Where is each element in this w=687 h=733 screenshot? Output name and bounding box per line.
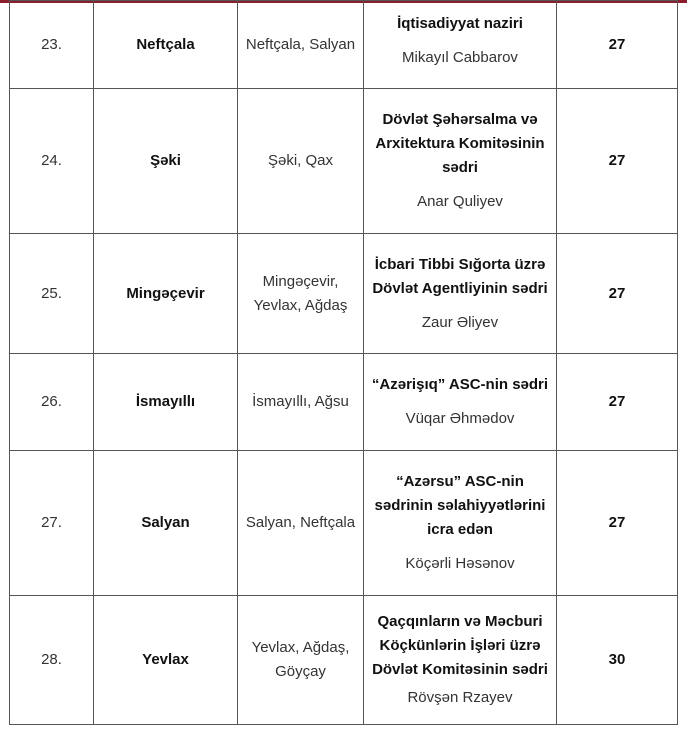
official-cell [364, 234, 557, 354]
official-position: “Azərsu” ASC-nin sədrinin səlahiyyətlərini icra edən [374, 473, 546, 538]
table-row [10, 1, 678, 89]
row-number: 26. [10, 354, 94, 451]
official-cell [364, 451, 557, 596]
table-row [10, 354, 678, 451]
count-value: 27 [557, 1, 678, 89]
table-row [10, 89, 678, 234]
official-name: Mikayıl Cabbarov [402, 48, 518, 66]
covered-areas: Mingəçevir, Yevlax, Ağdaş [238, 234, 364, 354]
covered-areas: İsmayıllı, Ağsu [238, 354, 364, 451]
region-name: Yevlax [94, 596, 238, 725]
region-name: Neftçala [94, 1, 238, 89]
official-position: “Azərişıq” ASC-nin sədri [371, 376, 549, 393]
official-name: Rövşən Rzayev [407, 689, 513, 706]
official-name: Vüqar Əhmədov [405, 410, 515, 427]
official-cell [364, 596, 557, 725]
row-number: 24. [10, 89, 94, 234]
count-value: 27 [557, 234, 678, 354]
region-name: Şəki [94, 89, 238, 234]
official-position: Dövlət Şəhərsalma və Arxitektura Komitəsinin sədri [375, 111, 545, 176]
count-value: 27 [557, 354, 678, 451]
region-name: Mingəçevir [94, 234, 238, 354]
row-number: 23. [10, 1, 94, 89]
official-cell [364, 354, 557, 451]
table-row [10, 234, 678, 354]
official-name: Köçərli Həsənov [405, 555, 515, 572]
regions-table [9, 0, 678, 725]
official-position: İcbari Tibbi Sığorta üzrə Dövlət Agentliyinin sədri [372, 255, 548, 297]
official-cell [364, 89, 557, 234]
covered-areas: Yevlax, Ağdaş, Göyçay [238, 596, 364, 725]
row-number: 28. [10, 596, 94, 725]
row-number: 25. [10, 234, 94, 354]
official-position: İqtisadiyyat naziri [397, 14, 523, 32]
count-value: 27 [557, 451, 678, 596]
count-value: 27 [557, 89, 678, 234]
covered-areas: Salyan, Neftçala [238, 451, 364, 596]
covered-areas: Neftçala, Salyan [238, 1, 364, 89]
official-name: Zaur Əliyev [421, 313, 499, 331]
region-name: Salyan [94, 451, 238, 596]
count-value: 30 [557, 596, 678, 725]
official-cell [364, 1, 557, 89]
table-row [10, 451, 678, 596]
official-name: Anar Quliyev [417, 193, 503, 210]
row-number: 27. [10, 451, 94, 596]
official-position: Qaçqınların və Məcburi Köçkünlərin İşləri üzrə Dövlət Komitəsinin sədri [372, 613, 548, 678]
covered-areas: Şəki, Qax [238, 89, 364, 234]
table-row [10, 596, 678, 725]
region-name: İsmayıllı [94, 354, 238, 451]
